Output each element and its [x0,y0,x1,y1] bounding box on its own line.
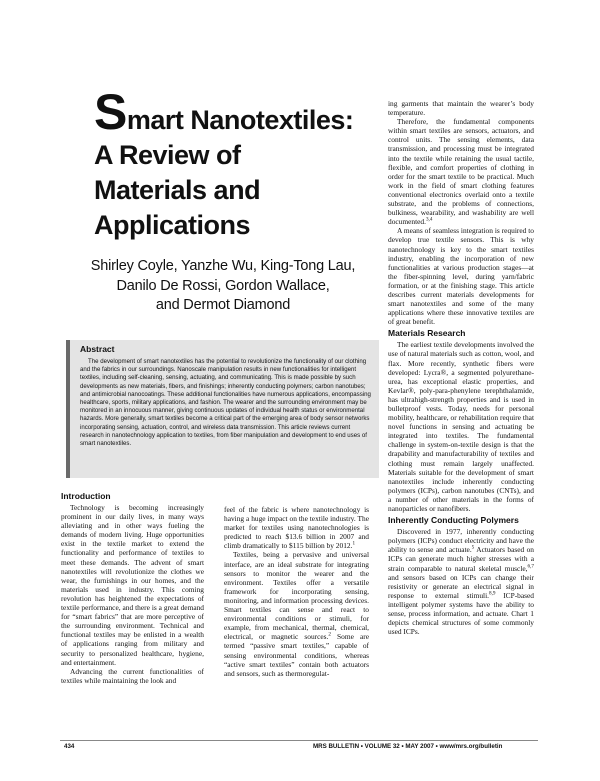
column-2 [224,505,369,678]
title-line [94,84,384,140]
column-1 [61,489,204,685]
title-line: A Review of [94,140,241,170]
reference: 8,9 [489,590,496,597]
paragraph: Advancing the current functionalities of textiles while maintaining the look and [61,666,204,685]
reference: 1 [352,540,356,547]
paragraph: A means of seamless integration is required to develop true textile sensors. This is why nanotechnology is key to the smart textiles industry, enabling the incorporation of new functionalities at various production stages—at the fiber-spinning level, during yarn/fabric formation, or at the finishing stage. This article describes current materials developments for smart nanotextiles and some of the many applications where these innovative textiles are of great benefit. [388,226,534,327]
section-heading-materials-research: Materials Research [388,328,466,339]
paragraph: The earliest textile developments involved the use of natural materials such as cotton, wool, and flax. More recently, synthetic fibers were developed: Lycra®, a segmented polyurethane-urea, has exceptional elastic properties, and Kevlar®, poly-para-phenylene terephthalamide, has ultrahigh-strength properties and is used in bulletproof vests. Today, needs for personal mobility, healthcare, or rehabilitation require that novel functions in sensing and actuating be integrated into textiles. The fundamental challenge in system-on-textile design is that the drapability and manufacturability of textiles and clothing must remain largely unaffected. Materials suitable for the development of smart nanotextiles include inherently conducting polymers (ICPs), carbon nanotubes (CNTs), and a number of other materials in the forms of nanoparticles or nanofibers. [388,340,534,514]
paragraph [224,550,369,677]
abstract-text: The development of smart nanotextiles has the potential to revolutionize the functionality of our clothing and the fabrics in our surroundings. Nanoscale manipulation results in new functionalities for intelligent textiles, including self-cleaning, sensing, actuating, and communicating. This is made possible by such developments as new materials, fibers, and finishings; inherently conducting polymers; carbon nanotubes; and antimicrobial nanocoatings. These additional functionalities have numerous applications, encompassing healthcare, sports, military applications, and fashion. The wearer and the surrounding environment may be monitored in an innocuous manner, giving continuous updates of individual health status or environmental hazards. More generally, smart textiles become a critical part of the emerging area of body sensor networks incorporating sensing, actuation, control, and wireless data transmission. This article reviews current research in nanotechnology application to textiles, from fiber manipulation and development to end uses of smart nanotextiles. [80,358,371,448]
author-line: Danilo De Rossi, Gordon Wallace, [116,277,330,294]
paragraph-text: feel of the fabric is where nanotechnology is having a huge impact on the textile industry. The market for textiles using nanotechnologies is predicted to reach $13.6 billion in 2007 and climb dramatically to $115 billion by 2012. [224,505,369,551]
paragraph-text: Some are termed “passive smart textiles,” capable of sensing environmental conditions, whereas “active smart textiles” contain both actuators and sensors, such as thermoregulat- [224,632,369,678]
section-heading-icps: Inherently Conducting Polymers [388,515,519,526]
title-initial: S [94,84,127,140]
paragraph-text: Discovered in 1977, inherently conducting polymers (ICPs) conduct electricity and have the ability to sense and actuate. [388,527,534,555]
footer-rule [60,740,538,741]
column-3 [388,99,534,636]
author-line: and Dermot Diamond [155,297,291,313]
reference: 3,4 [425,216,433,223]
running-footer: MRS BULLETIN • VOLUME 32 • MAY 2007 • www/mrs.org/bulletin [313,743,503,750]
page-number: 434 [64,743,75,750]
reference: 2 [328,631,331,638]
paragraph-text: Actuators based on ICPs can generate much higher stresses with a strain comparable to natural skeletal muscle, [388,545,534,573]
author-list [60,257,386,316]
paragraph: Technology is becoming increasingly prominent in our daily lives, in many ways alleviating and in other ways fueling the demands of modern living. Huge opportunities exist in the textile market to extend the functionality and performance of textiles to meet these demands. The advent of smart nanotextiles will revolutionize the clothes we wear, the furnishings in our homes, and the materials used in industry. This coming revolution has heightened the expectations of textile performance, and there is a great demand for “smart fabrics” that are more perceptive of the surrounding environment. Technical and functional textiles may be enlisted in a wealth of applications ranging from military and security to personalized healthcare, hygiene, and entertainment. [61,503,204,667]
title-line-1 [94,84,354,140]
abstract-heading: Abstract [80,344,115,354]
author-line: Shirley Coyle, Yanzhe Wu, King-Tong Lau, [90,258,356,274]
paragraph-text: and sensors based on ICPs can change their resistivity or generate an electrical signal in response to external stimuli. [388,572,534,600]
section-heading-introduction: Introduction [61,491,111,501]
title-rest: mart Nanotextiles: [126,105,354,135]
abstract-box [66,340,379,478]
paragraph [388,117,534,226]
paragraph-text: Textiles, being a pervasive and universal interface, are an ideal substrate for integrating sensors to monitor the wearer and the environment. Textiles offer a versatile framework for incorporating sensing, monitoring, and information processing devices. Smart textiles can sense and react to environmental conditions or stimuli, for example, from mechanical, thermal, chemical, electrical, or magnetic sources. [224,550,369,642]
reference: 5 [471,544,475,551]
paragraph: ing garments that maintain the wearer’s body temperature. [388,99,534,118]
title-line: Applications [94,210,251,240]
paragraph [388,527,534,636]
paragraph-text: Therefore, the fundamental components within smart textiles are sensors, actuators, and control units. The sensing elements, data transmission, and processing must be integrated into the textile while retaining the usual tactile, flexible, and comfort properties of clothing in order for the smart textile to be practical. Much work in the field of smart clothing features conventional electronics overlaid onto a textile substrate, and the problems of connections, bulkiness, wearability, and washability are well documented. [388,117,534,227]
title-line: Materials and [94,175,261,205]
reference: 6,7 [527,563,534,570]
paragraph-text: ICP-based intelligent polymer systems have the ability to sense, process information, and actuate. Chart 1 depicts chemical structures of some commonly used ICPs. [388,590,534,637]
article-title [94,84,384,243]
paragraph [224,505,369,550]
